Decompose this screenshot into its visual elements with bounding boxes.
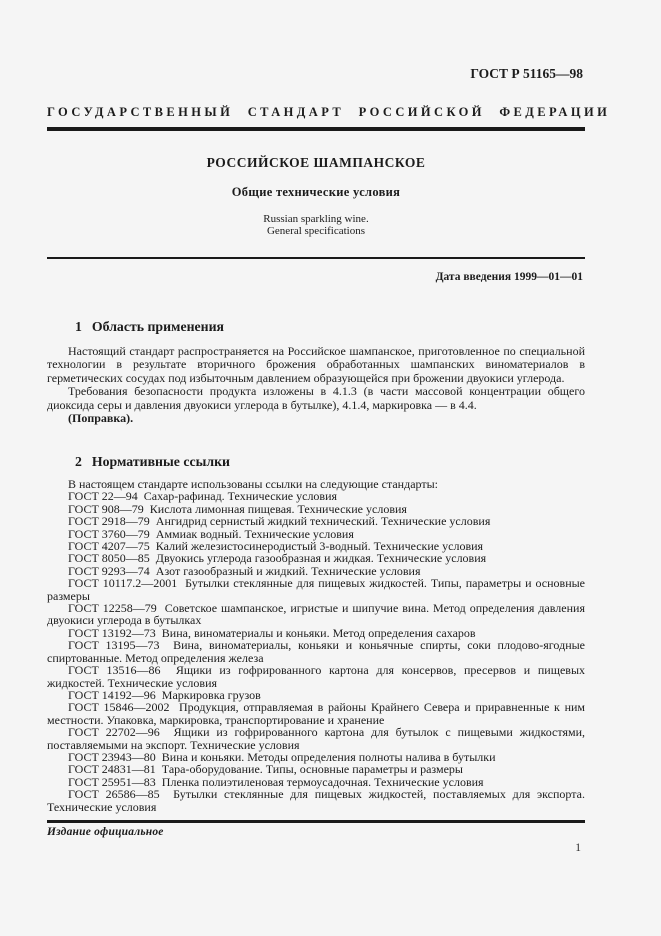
gost-code: ГОСТ 4207—75 <box>68 539 150 554</box>
gost-code: ГОСТ 23943—80 <box>68 749 156 764</box>
gost-description: Пленка полиэтиленовая термоусадочная. Технические условия <box>161 774 484 789</box>
amendment-note: (Поправка). <box>68 411 134 426</box>
gost-reference <box>47 726 585 751</box>
section1-heading <box>75 319 224 335</box>
gost-description: Калий железистосинеродистый 3-водный. Технические условия <box>155 539 484 554</box>
gost-description: Ящики из гофрированного картона для консервов, пресервов и пищевых жидкостей. Технические условия <box>47 663 585 690</box>
gost-code: ГОСТ 26586—85 <box>68 787 160 802</box>
gost-code: ГОСТ 9293—74 <box>68 563 150 578</box>
gost-description: Тара-оборудование. Типы, основные параметры и размеры <box>161 762 463 777</box>
references-intro: В настоящем стандарте использованы ссылки на следующие стандарты: <box>68 477 439 491</box>
gost-code: ГОСТ 22—94 <box>68 489 138 504</box>
section2-number: 2 <box>75 454 82 469</box>
gost-description: Бутылки стеклянные для пищевых жидкостей. Типы, параметры и основные размеры <box>47 576 585 603</box>
gost-reference <box>47 639 585 664</box>
section1-number: 1 <box>75 319 82 334</box>
section1-body <box>47 345 585 425</box>
header-rule <box>47 127 585 131</box>
gost-description: Двуокись углерода газообразная и жидкая. Технические условия <box>155 551 487 566</box>
gost-description: Продукция, отправляемая в районы Крайнего Севера и приравненные к ним местности. Упаковка, маркировка, транспортирование и хранение <box>47 700 586 727</box>
gost-code: ГОСТ 3760—79 <box>68 526 150 541</box>
federation-standard-header: ГОСУДАРСТВЕННЫЙ СТАНДАРТ РОССИЙСКОЙ ФЕДЕРАЦИИ <box>47 105 611 119</box>
gost-code: ГОСТ 24831—81 <box>68 762 156 777</box>
document-subtitle-ru: Общие технические условия <box>231 185 401 199</box>
gost-description: Маркировка грузов <box>161 687 261 702</box>
gost-code: ГОСТ 13192—73 <box>68 625 156 640</box>
gost-description: Азот газообразный и жидкий. Технические условия <box>155 563 421 578</box>
gost-description: Вина, виноматериалы и коньяки. Метод определения сахаров <box>161 625 476 640</box>
references-list <box>47 478 585 813</box>
gost-description: Вина, виноматериалы, коньяки и коньячные спирты, соки плодово-ягодные спиртованные. Метод определения железа <box>47 638 585 665</box>
gost-code: ГОСТ 15846—2002 <box>68 700 170 715</box>
gost-code: ГОСТ 13516—86 <box>68 663 161 678</box>
gost-code: ГОСТ 12258—79 <box>68 601 157 616</box>
title-en-line1: Russian sparkling wine. <box>263 213 369 225</box>
gost-description: Вина и коньяки. Методы определения полноты налива в бутылки <box>161 749 496 764</box>
page-number: 1 <box>575 842 581 854</box>
section2-heading <box>75 454 230 470</box>
gost-code: ГОСТ 22702—96 <box>68 725 160 740</box>
gost-description: Бутылки стеклянные для пищевых жидкостей, поставляемых для экспорта. Технические условия <box>47 787 585 814</box>
footer-rule <box>47 820 585 823</box>
gost-code: ГОСТ 25951—83 <box>68 774 156 789</box>
gost-reference <box>47 701 585 726</box>
effective-date: Дата введения 1999—01—01 <box>435 271 583 283</box>
section2-title: Нормативные ссылки <box>91 454 230 469</box>
gost-description: Аммиак водный. Технические условия <box>155 526 354 541</box>
gost-description: Советское шампанское, игристые и шипучие вина. Метод определения давления двуокиси углерода в бутылках <box>47 601 585 628</box>
gost-description: Сахар-рафинад. Технические условия <box>143 489 338 504</box>
doc-number: ГОСТ Р 51165—98 <box>470 66 583 81</box>
section1-title: Область применения <box>91 319 225 334</box>
official-edition-note: Издание официальное <box>47 826 164 838</box>
gost-reference <box>47 602 585 627</box>
gost-reference <box>47 788 585 813</box>
gost-description: Кислота лимонная пищевая. Технические условия <box>149 501 407 516</box>
gost-code: ГОСТ 10117.2—2001 <box>68 576 178 591</box>
gost-description: Ангидрид сернистый жидкий технический. Технические условия <box>155 514 491 529</box>
gost-code: ГОСТ 14192—96 <box>68 687 156 702</box>
document-title-en <box>47 213 585 237</box>
title-en-line2: General specifications <box>266 225 366 237</box>
gost-code: ГОСТ 908—79 <box>68 501 144 516</box>
title-divider-rule <box>47 257 585 259</box>
gost-code: ГОСТ 8050—85 <box>68 551 150 566</box>
section1-paragraph: Требования безопасности продукта изложены в 4.1.3 (в части массовой концентрации общего диоксида серы и давления двуокиси углерода в бутылке), 4.1.4, маркировка — в 4.4. <box>47 384 585 412</box>
gost-code: ГОСТ 13195—73 <box>68 638 160 653</box>
gost-reference <box>47 664 585 689</box>
gost-code: ГОСТ 2918—79 <box>68 514 150 529</box>
gost-description: Ящики из гофрированного картона для бутылок с пищевыми жидкостями, поставляемыми на экспорт. Технические условия <box>47 725 585 752</box>
gost-reference <box>47 577 585 602</box>
document-title-ru: РОССИЙСКОЕ ШАМПАНСКОЕ <box>206 155 426 170</box>
section1-paragraph: Настоящий стандарт распространяется на Российское шампанское, приготовленное по специальной технологии в результате вторичного брожения обработанных шампанских виноматериалов в герметических сосудах под избыточным давлением образующейся при брожении двуокиси углерода. <box>47 344 585 385</box>
title-block <box>47 155 585 237</box>
